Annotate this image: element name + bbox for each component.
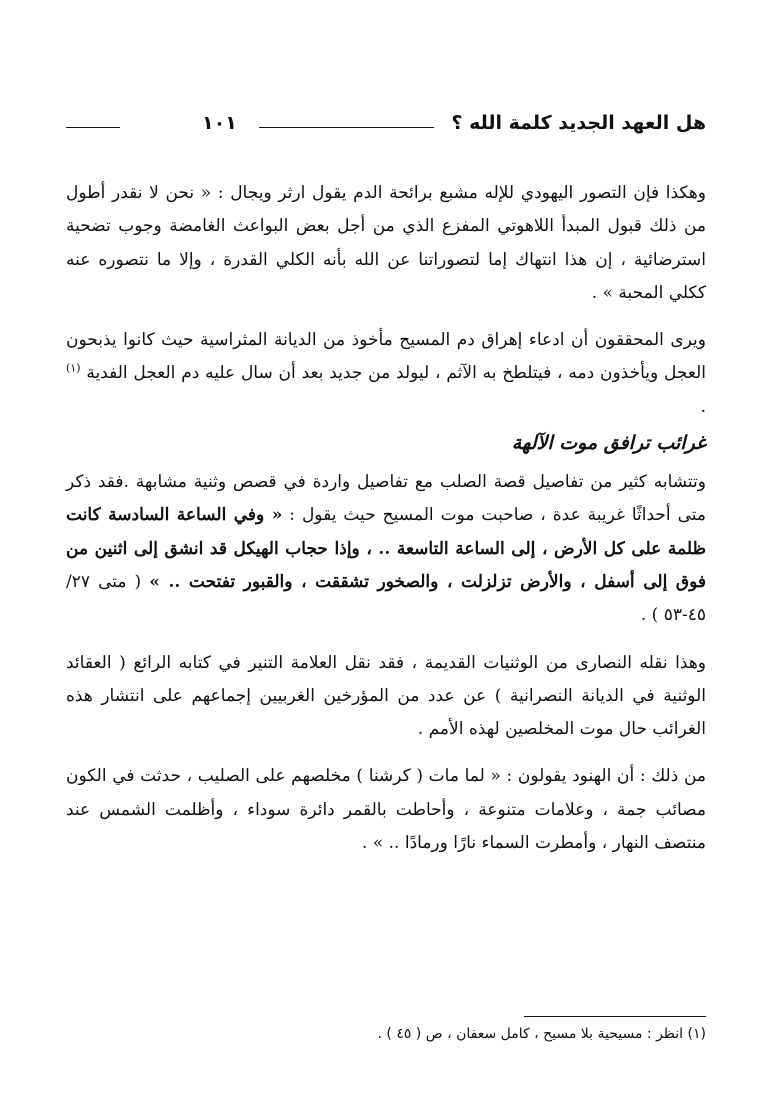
header-rule-short	[66, 127, 120, 128]
footnote: (١) انظر : مسيحية بلا مسيح ، كامل سعفان ، ص ( ٤٥ ) .	[377, 1026, 706, 1042]
paragraph-3-intro: وتتشابه كثير من تفاصيل قصة الصلب مع تفاصيل واردة في قصص وثنية مشابهة .فقد ذكر متى أحداثًا غريبة عدة ، صاحبت موت المسيح حيث يقول :	[66, 472, 706, 526]
paragraph-2-text: ويرى المحققون أن ادعاء إهراق دم المسيح مأخوذ من الديانة المثراسية حيث كانوا يذبحون العجل ويأخذون دمه ، فيتلطخ به الآثم ، ليولد من جديد بعد أن سال عليه دم العجل الفدية	[66, 330, 706, 384]
running-header	[66, 112, 706, 142]
paragraph-1: وهكذا فإن التصور اليهودي للإله مشبع برائحة الدم يقول ارثر ويجال : « نحن لا نقدر أطول من ذلك قبول المبدأ اللاهوتي المفزع الذي من أجل بعض البواعث الغامضة وجوب تضحية استرضائية ، إن هذا انتهاك إما لتصوراتنا عن الله بأنه الكلي القدرة ، وإلا ما نتصوره عنه ككلي المحبة » .	[66, 183, 706, 303]
header-rule	[259, 127, 434, 128]
page-body	[66, 177, 706, 860]
section-heading: غرائب ترافق موت الآلهة	[511, 432, 706, 455]
footnote-reference[interactable]: (١)	[66, 361, 81, 375]
paragraph-3	[66, 466, 706, 632]
paragraph-5: من ذلك : أن الهنود يقولون : « لما مات ( كرشنا ) مخلصهم على الصليب ، حدثت في الكون مصائب جمة ، وعلامات متنوعة ، وأحاطت بالقمر دائرة سوداء ، وأظلمت الشمس عند منتصف النهار ، وأمطرت السماء نارًا ورمادًا .. » .	[66, 766, 706, 854]
bible-quote: « وفي الساعة السادسة كانت ظلمة على كل الأرض ، إلى الساعة التاسعة .. ، وإذا حجاب الهيكل قد انشق إلى اثنين من فوق إلى أسفل ، والأرض تزلزلت ، والصخور تشققت ، والقبور تفتحت .. »	[66, 505, 707, 592]
paragraph-2	[66, 324, 706, 424]
bible-citation: ( متى ٢٧/ ٤٥-٥٣ ) .	[66, 571, 706, 626]
paragraph-2-end: .	[700, 396, 706, 417]
paragraph-4: وهذا نقله النصارى من الوثنيات القديمة ، فقد نقل العلامة التنير في كتابه الرائع ( العقائد الوثنية في الديانة النصرانية ) عن عدد من المؤرخين الغربيين إجماعهم على انتشار هذه الغرائب حال موت المخلصين لهذه الأمم .	[66, 652, 706, 740]
footnote-rule	[524, 1016, 706, 1017]
page-number: ١٠١	[202, 112, 237, 134]
header-title: هل العهد الجديد كلمة الله ؟	[451, 112, 706, 134]
